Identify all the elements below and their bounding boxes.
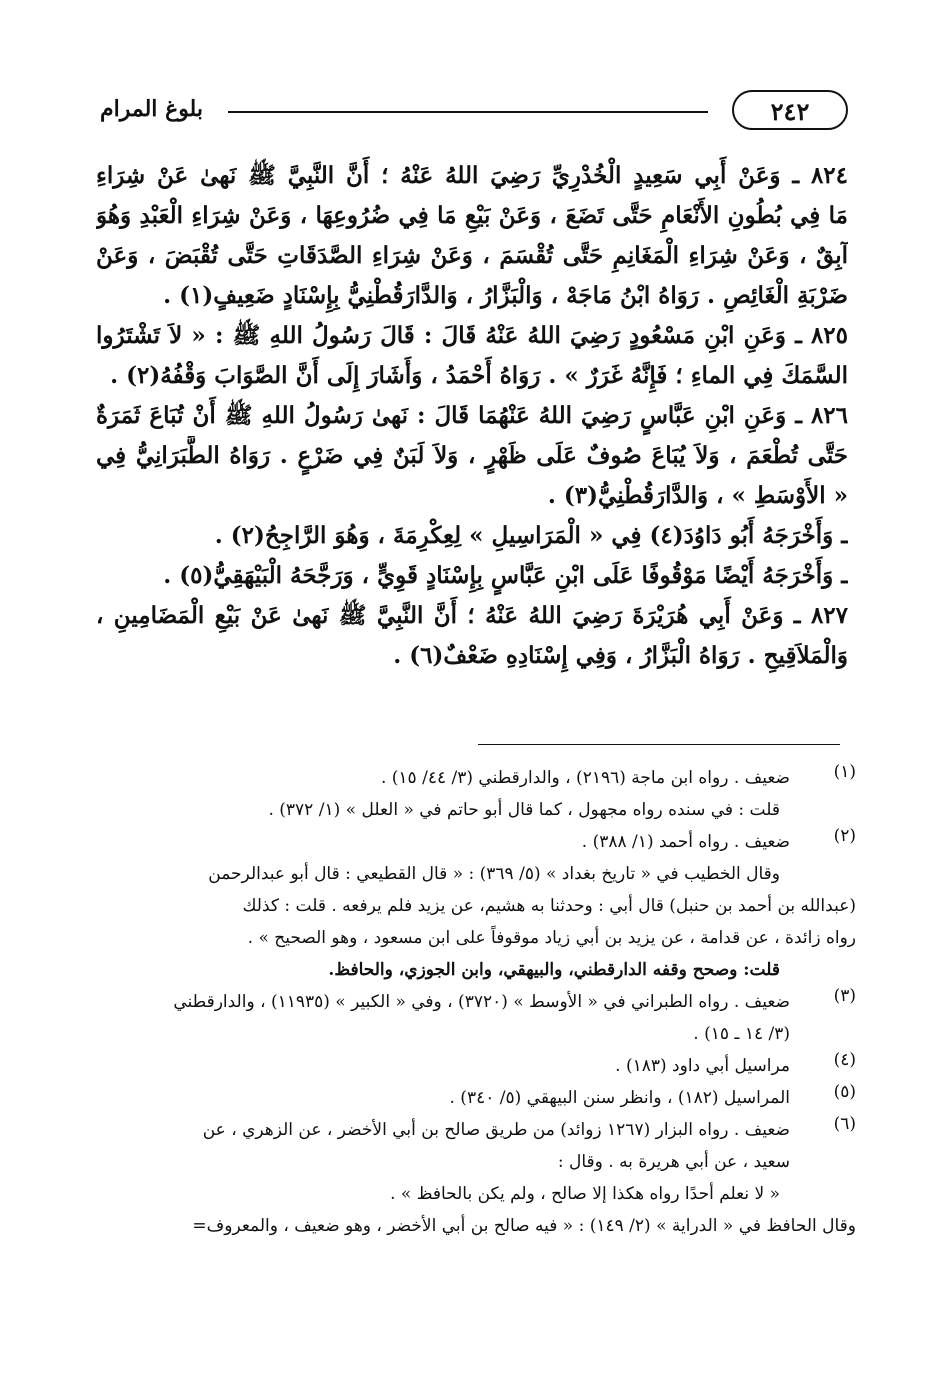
footnote-1 (96, 762, 856, 826)
text-line: « الأَوْسَطِ » ، وَالدَّارَقُطْنِيُّ(٣) . (547, 482, 848, 509)
footnote-number: (٢) (833, 826, 856, 846)
text-line: آبِقٌ ، وَعَنْ شِرَاءِ الْمَغَانِمِ حَتَّى تُقْسَمَ ، وَعَنْ شِرَاءِ الصَّدَقَاتِ حَتَّى تُقْبَضَ ، وَعَنْ (96, 242, 848, 269)
text-line: ـ وَأَخْرَجَهُ أَبُو دَاوُدَ(٤) فِي « الْمَرَاسِيلِ » لِعِكْرِمَةَ ، وَهُوَ الرَّاجِحُ(٢) . (214, 522, 848, 549)
text-line: السَّمَكَ فِي الماءِ ؛ فَإِنَّهُ غَرَرٌ » . رَوَاهُ أَحْمَدُ ، وَأَشَارَ إِلَى أَنَّ الصَّوَابَ وَقْفُهُ(٢) . (110, 362, 848, 389)
footnote-line: سعيد ، عن أبي هريرة به . وقال : (557, 1152, 790, 1172)
footnote-divider (478, 744, 840, 745)
text-line: ضَرْبَةِ الْغَائِصِ . رَوَاهُ ابْنُ مَاجَهْ ، وَالْبَزَّارُ ، وَالدَّارَقُطْنِيُّ بِإِسْنَادٍ ضَعِيفٍ(١) . (163, 282, 848, 309)
footnote-number: (١) (833, 762, 856, 782)
text-line: وَالْمَلاَقِيحِ . رَوَاهُ الْبَزَّارُ ، وَفِي إِسْنَادِهِ ضَعْفٌ(٦) . (393, 642, 848, 669)
text-line: ٨٢٧ ـ وَعَنْ أَبِي هُرَيْرَةَ رَضِيَ اللهُ عَنْهُ ؛ أَنَّ النَّبِيَّ ﷺ نَهىٰ عَنْ بَيْعِ الْمَضَامِينِ ، (96, 602, 848, 629)
footnotes (96, 762, 856, 1242)
footnote-6 (96, 1114, 856, 1242)
page-header (100, 88, 848, 136)
text-line: حَتَّى تُطْعَمَ ، وَلاَ يُبَاعَ صُوفٌ عَلَى ظَهْرٍ ، وَلاَ لَبَنٌ فِي ضَرْعٍ . رَوَاهُ الطَّبَرَانِيُّ فِي (96, 442, 848, 469)
footnote-2 (96, 826, 856, 986)
text-line: ٨٢٤ ـ وَعَنْ أَبِي سَعِيدٍ الْخُدْرِيِّ رَضِيَ اللهُ عَنْهُ ؛ أَنَّ النَّبِيَّ ﷺ نَهىٰ عَنْ شِرَاءِ (96, 162, 848, 189)
footnote-number: (٣) (833, 986, 856, 1006)
footnote-line: رواه زائدة ، عن قدامة ، عن يزيد بن أبي زياد موقوفاً على ابن مسعود ، وهو الصحيح » . (247, 928, 856, 948)
footnote-line: قلت: وصحح وقفه الدارقطني، والبيهقي، وابن الجوزي، والحافظ. (328, 960, 780, 980)
text-line: ٨٢٦ ـ وَعَنِ ابْنِ عَبَّاسٍ رَضِيَ اللهُ عَنْهُمَا قَالَ : نَهىٰ رَسُولُ اللهِ ﷺ أَنْ تُبَاعَ ثَمَرَةٌ (96, 402, 848, 429)
footnote-line: وقال الحافظ في « الدراية » (٢/ ١٤٩) : « فيه صالح بن أبي الأخضر ، وهو ضعيف ، والمعروف= (192, 1216, 856, 1236)
footnote-line: « لا نعلم أحدًا رواه هكذا إلا صالح ، ولم يكن بالحافظ » . (390, 1184, 780, 1204)
footnote-4 (96, 1050, 856, 1082)
text-line: ـ وَأَخْرَجَهُ أَيْضًا مَوْقُوفًا عَلَى ابْنِ عَبَّاسٍ بِإِسْنَادٍ قَوِيٍّ ، وَرَجَّحَهُ الْبَيْهَقِيُّ(٥) . (163, 562, 848, 589)
footnote-line: وقال الخطيب في « تاريخ بغداد » (٥/ ٣٦٩) : « قال القطيعي : قال أبو عبدالرحمن (208, 864, 780, 884)
book-title: بلوغ المرام (100, 96, 203, 122)
footnote-line: ضعيف . رواه الطبراني في « الأوسط » (٣٧٢٠) ، وفي « الكبير » (١١٩٣٥) ، والدارقطني (173, 992, 790, 1012)
page-number: ٢٤٢ (732, 90, 848, 130)
footnote-number: (٥) (833, 1082, 856, 1102)
footnote-line: (٣/ ١٤ ـ ١٥) . (693, 1024, 790, 1044)
main-text (96, 156, 848, 676)
footnote-line: ضعيف . رواه ابن ماجة (٢١٩٦) ، والدارقطني (٣/ ٤٤/ ١٥) . (380, 768, 790, 788)
footnote-line: المراسيل (١٨٢) ، وانظر سنن البيهقي (٥/ ٣٤٠) . (449, 1088, 790, 1108)
footnote-line: ضعيف . رواه البزار (١٢٦٧ زوائد) من طريق صالح بن أبي الأخضر ، عن الزهري ، عن (202, 1120, 790, 1140)
footnote-line: (عبدالله بن أحمد بن حنبل) قال أبي : وحدثنا به هشيم، عن يزيد فلم يرفعه . قلت : كذلك (242, 896, 856, 916)
footnote-number: (٤) (833, 1050, 856, 1070)
text-line: ٨٢٥ ـ وَعَنِ ابْنِ مَسْعُودٍ رَضِيَ اللهُ عَنْهُ قَالَ : قَالَ رَسُولُ اللهِ ﷺ : « لاَ تَشْتَرُوا (96, 322, 848, 349)
footnote-line: ضعيف . رواه أحمد (١/ ٣٨٨) . (581, 832, 790, 852)
footnote-5 (96, 1082, 856, 1114)
header-rule (228, 111, 708, 113)
footnote-number: (٦) (833, 1114, 856, 1134)
footnote-line: قلت : في سنده رواه مجهول ، كما قال أبو حاتم في « العلل » (١/ ٣٧٢) . (268, 800, 780, 820)
text-line: مَا فِي بُطُونِ الأَنْعَامِ حَتَّى تَضَعَ ، وَعَنْ بَيْعِ مَا فِي ضُرُوعِهَا ، وَعَنْ شِرَاءِ الْعَبْدِ وَهُوَ (96, 202, 848, 229)
footnote-3 (96, 986, 856, 1050)
footnote-line: مراسيل أبي داود (١٨٣) . (615, 1056, 790, 1076)
